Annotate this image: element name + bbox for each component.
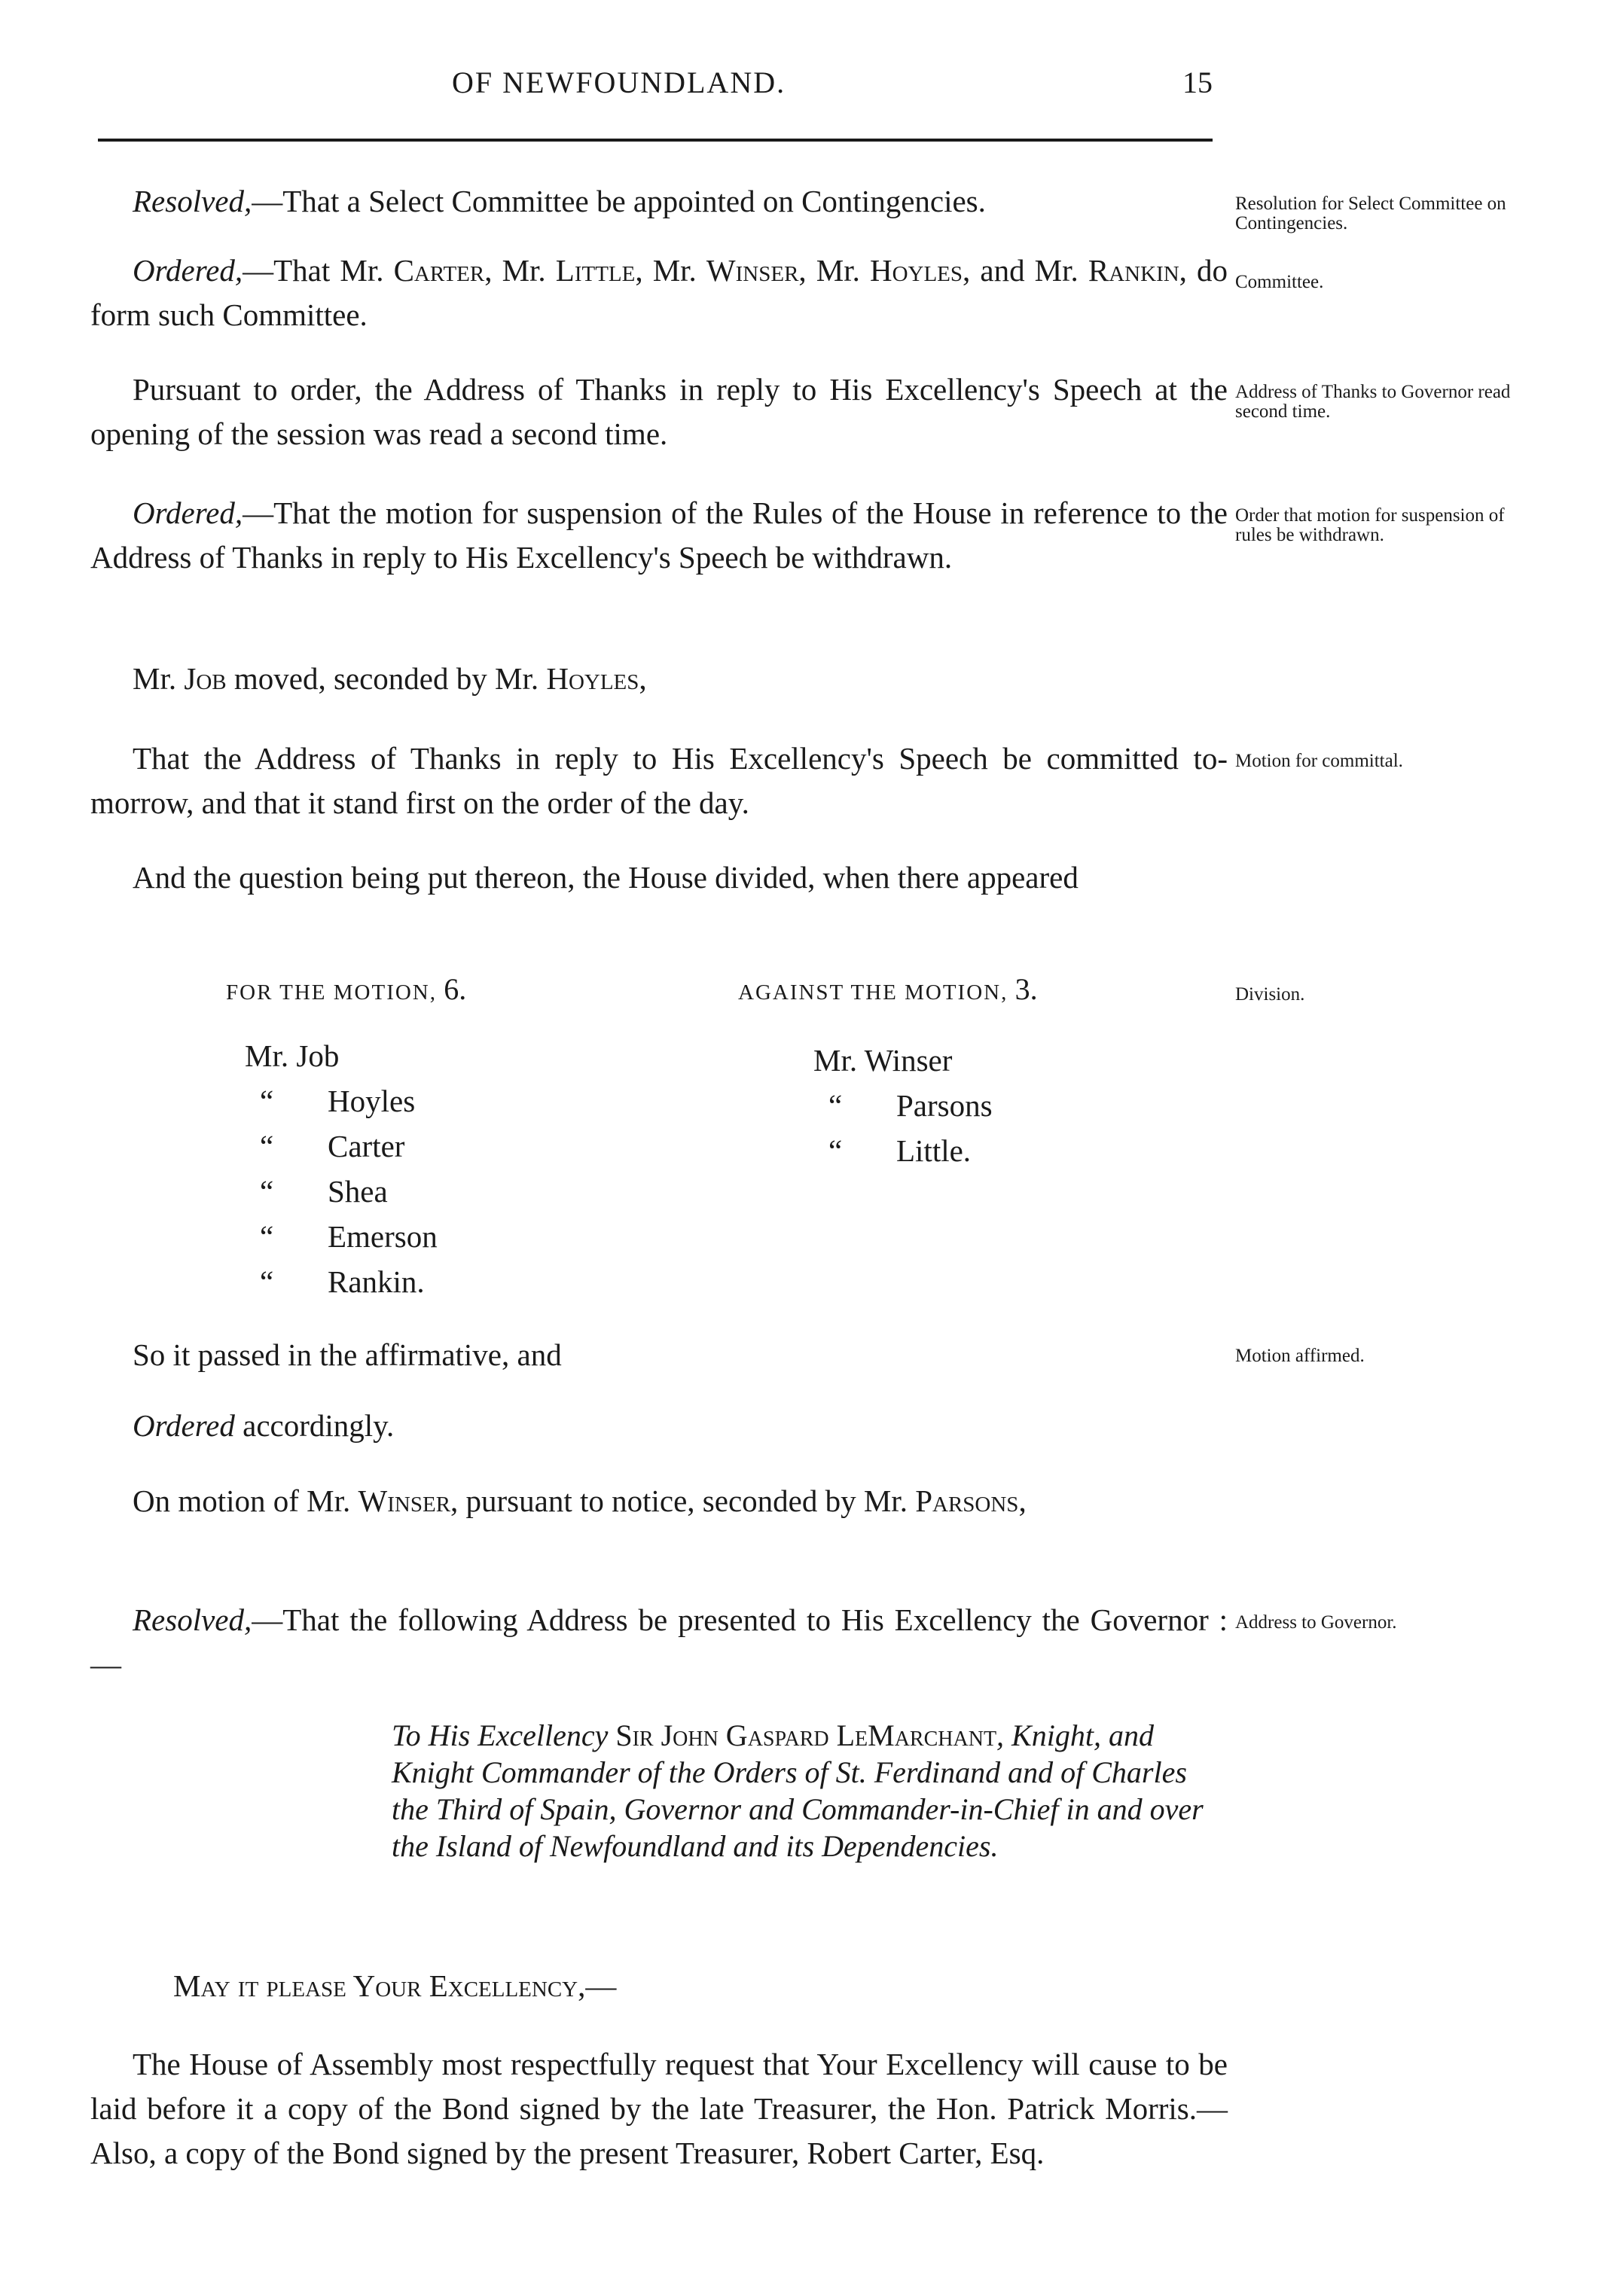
paragraph-resolved-committee [90,179,1228,224]
text-fragment: , [1018,1483,1027,1518]
paragraph-bond-request: The House of Assembly most respectfully request that Your Excellency will cause to be laid before it a copy of the Bond signed by the late Treasurer, the Hon. Patrick Morris.—Also, a copy of the Bond signed by the present Treasurer, Robert Carter, Esq. [90,2047,1228,2170]
member-name: Job [296,1038,340,1073]
division-against-heading [738,971,1038,1007]
text-fragment: , [639,661,647,696]
list-item [245,1259,438,1304]
governor-name: Sir John Gaspard LeMarchant [615,1718,997,1752]
division-for-list [245,1033,438,1304]
division-against-list [813,1038,993,1173]
paragraph-address-second-reading: Pursuant to order, the Address of Thanks in reply to His Excellency's Speech at the opening of the session was read a second time. [90,372,1228,451]
member-name: Little. [896,1133,972,1168]
paragraph-text: —That the motion for suspension of the Rules of the House in reference to the Address of Thanks in reply to His Excellency's Speech be withdrawn. [90,495,1228,575]
member-name: Hoyles [328,1084,416,1118]
ditto-mark: “ [260,1174,274,1209]
paragraph-ordered-committee [90,249,1228,337]
margin-note-address-governor: Address to Governor. [1235,1612,1397,1633]
text-fragment: , pursuant to notice, seconded by Mr. [450,1483,916,1518]
text-fragment: , Mr. [484,253,556,288]
division-for-label: FOR THE MOTION, [226,980,437,1005]
division-against-count: 3. [1015,972,1038,1006]
margin-note-address-second-time: Address of Thanks to Governor read second time. [1235,382,1511,422]
ditto-mark: “ [260,1129,274,1163]
addressee-block [392,1717,1228,1865]
paragraph-ordered-withdrawn [90,491,1228,580]
member-name: Shea [328,1174,388,1209]
ditto-mark: “ [260,1264,274,1299]
text-fragment: , Mr. [635,253,706,288]
paragraph-job-moved [90,657,1228,701]
member-name: Little [555,253,636,288]
division-for-count: 6. [444,972,467,1006]
list-item [245,1124,438,1169]
page-header [98,65,1213,110]
mr-prefix: Mr. [245,1038,289,1073]
list-item [245,1214,438,1259]
running-title: OF NEWFOUNDLAND. [452,66,786,99]
member-name: Hoyles [546,661,639,696]
list-item [245,1033,438,1078]
header-rule [98,139,1213,142]
margin-note-division: Division. [1235,984,1305,1005]
member-name: Carter [393,253,485,288]
list-item [813,1038,993,1083]
margin-note-select-committee: Resolution for Select Committee on Contingencies. [1235,194,1506,233]
paragraph-motion-winser [90,1479,1228,1523]
text-fragment: , and Mr. [963,253,1088,288]
resolved-label: Resolved, [133,184,252,218]
margin-note-motion-affirmed: Motion affirmed. [1235,1346,1365,1366]
list-item [813,1083,993,1128]
member-name: Parsons [915,1483,1019,1518]
ordered-label: Ordered [133,1408,235,1443]
member-name: Hoyles [869,253,963,288]
text-fragment: On motion of Mr. [133,1483,359,1518]
division-for-heading [226,971,466,1007]
member-name: Rankin. [328,1264,425,1299]
member-name: Rankin [1088,253,1179,288]
member-name: Winser [706,253,799,288]
paragraph-motion-committal: That the Address of Thanks in reply to His Excellency's Speech be committed to-morrow, and that it stand first on the order of the day. [90,741,1228,820]
ditto-mark: “ [828,1088,843,1123]
margin-note-committee: Committee. [1235,272,1324,292]
paragraph-text: —That the following Address be presented to His Excellency the Governor :— [90,1602,1228,1682]
paragraph-passed-affirmative: So it passed in the affirmative, and [133,1337,562,1372]
text-fragment: Mr. [133,661,185,696]
text-fragment: , do form such Committee. [90,253,1228,332]
member-name: Winser [864,1043,953,1078]
ordered-label: Ordered, [133,253,243,288]
ditto-mark: “ [260,1219,274,1254]
salutation: May it please Your Excellency,— [173,1968,617,2003]
paragraph-house-divided: And the question being put thereon, the House divided, when there appeared [133,860,1079,895]
ditto-mark: “ [260,1084,274,1118]
list-item [813,1128,993,1173]
margin-note-suspension-withdrawn: Order that motion for suspension of rules be withdrawn. [1235,505,1505,545]
list-item [245,1169,438,1214]
member-name: Job [184,661,227,696]
member-name: Winser [358,1483,451,1518]
addressee-titles: , Knight, and Knight Commander of the Orders of St. Ferdinand and of Charles the Third of Spain, Governor and Commander-in-Chief in and over the Island of Newfoundland and its Dependencies. [392,1718,1204,1863]
paragraph-text: —That a Select Committee be appointed on Contingencies. [252,184,986,218]
text-fragment: moved, seconded by Mr. [226,661,547,696]
ditto-mark: “ [828,1133,843,1168]
paragraph-resolved-address [90,1598,1228,1687]
resolved-label: Resolved, [133,1602,252,1637]
text-fragment: —That Mr. [243,253,394,288]
addressee-to: To His Excellency [392,1718,616,1752]
division-against-label: AGAINST THE MOTION, [738,980,1008,1005]
member-name: Parsons [896,1088,993,1123]
text-fragment: , Mr. [798,253,870,288]
member-name: Emerson [328,1219,438,1254]
member-name: Carter [328,1129,405,1163]
paragraph-ordered-accordingly [90,1404,1228,1448]
paragraph-text: accordingly. [234,1408,395,1443]
mr-prefix: Mr. [813,1043,858,1078]
list-item [245,1078,438,1124]
margin-note-motion-committal: Motion for committal. [1235,751,1403,771]
ordered-label: Ordered, [133,495,243,530]
page-number: 15 [1182,66,1213,99]
